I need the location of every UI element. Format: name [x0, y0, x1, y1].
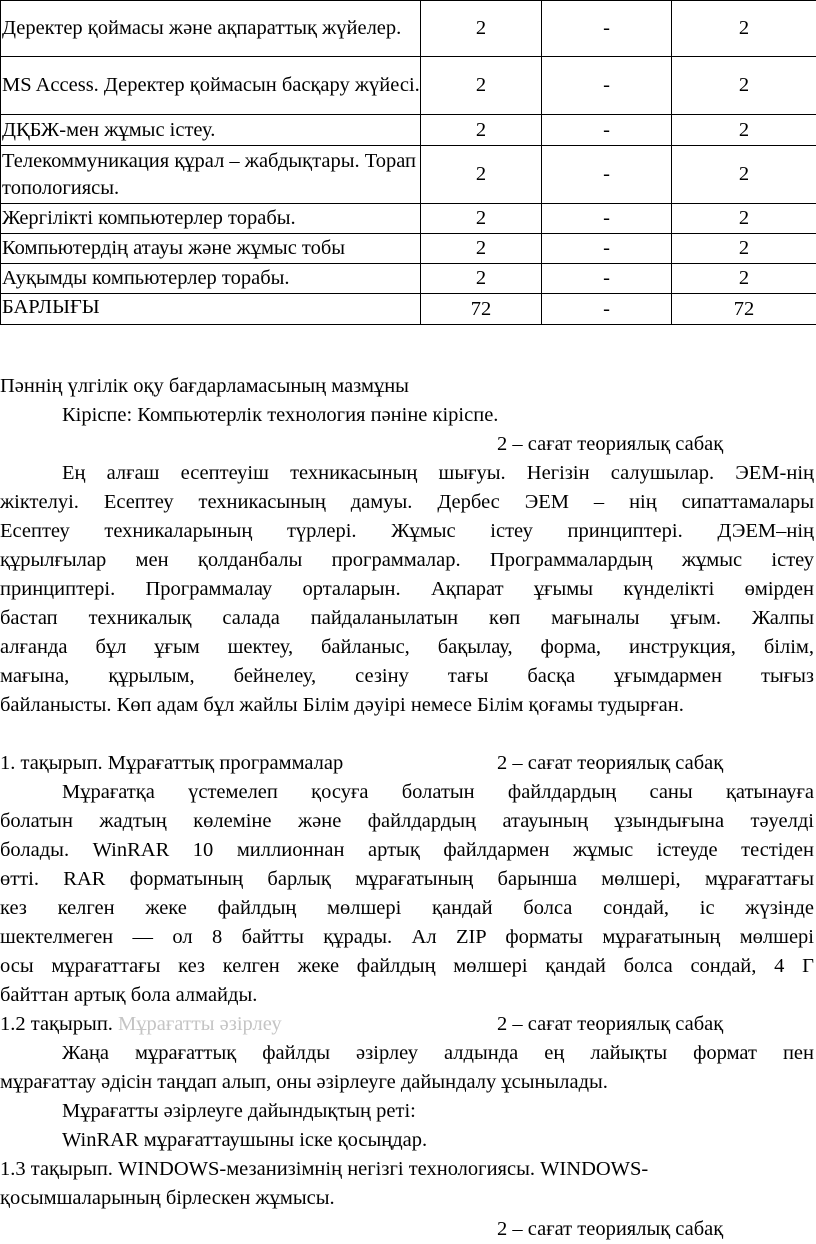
theory-hours-cell: 72 — [421, 294, 542, 325]
practice-hours-cell: - — [542, 204, 672, 234]
total-hours-cell: 2 — [672, 234, 816, 264]
paragraph-line: өтті. RAR форматының барлық мұрағатының барынша мөлшері, мұрағаттағы — [0, 865, 814, 894]
practice-hours-cell: - — [542, 115, 672, 146]
table-row — [1, 1, 816, 57]
topic-1-2-step: WinRAR мұрағаттаушыны іске қосыңдар. — [0, 1126, 814, 1155]
topic-cell: Компьютердің атауы және жұмыс тобы — [1, 234, 421, 264]
total-hours-cell: 2 — [672, 264, 816, 294]
theory-hours-cell: 2 — [421, 146, 542, 204]
topic-1-3-hours: 2 – сағат теориялық сабақ — [0, 1215, 814, 1244]
paragraph-line: болатын жадтың көлеміне және файлдардың атауының ұзындығына тәуелді — [0, 807, 814, 836]
topic-cell: Деректер қоймасы және ақпараттық жүйелер. — [1, 1, 421, 57]
topic-1-2-order: Мұрағатты әзірлеуге дайындықтың реті: — [0, 1097, 814, 1126]
topic-cell: Жергілікті компьютерлер торабы. — [1, 204, 421, 234]
topic-1-2-heading — [0, 1010, 814, 1039]
topic-cell: ДҚБЖ-мен жұмыс істеу. — [1, 115, 421, 146]
section-heading: Пәннің үлгілік оқу бағдарламасының мазмұны — [0, 372, 814, 401]
topic-1-2-paragraph — [0, 1039, 814, 1097]
intro-paragraph — [0, 459, 814, 720]
topic-1-paragraph — [0, 778, 814, 1010]
topic-1-2-hours: 2 – сағат теориялық сабақ — [497, 1013, 723, 1035]
paragraph-line: болады. WinRAR 10 миллионнан артық файлдармен жұмыс істеуде тестіден — [0, 836, 814, 865]
topic-1-title: 1. тақырып. Мұрағаттық программалар — [0, 749, 497, 778]
total-hours-cell: 2 — [672, 57, 816, 115]
paragraph-line: байттан артық бола алмайды. — [0, 981, 814, 1010]
topic-cell: MS Access. Деректер қоймасын басқару жүйесі. — [1, 57, 421, 115]
table-row — [1, 146, 816, 204]
topic-1-2-label: 1.2 тақырып. — [0, 1013, 118, 1035]
paragraph-line: Ең алғаш есептеуіш техникасының шығуы. Негізін салушылар. ЭЕМ-нің — [0, 459, 814, 488]
practice-hours-cell: - — [542, 294, 672, 325]
theory-hours-cell: 2 — [421, 57, 542, 115]
paragraph-line: шектелмеген — ол 8 байтты құрады. Ал ZIP форматы мұрағатының мөлшері — [0, 923, 814, 952]
paragraph-line: кез келген жеке файлдың мөлшері қандай болса сондай, іс жүзінде — [0, 894, 814, 923]
paragraph-line: қосымшаларының бірлескен жұмысы. — [0, 1184, 814, 1213]
syllabus-content — [0, 372, 814, 1244]
total-hours-cell: 2 — [672, 115, 816, 146]
paragraph-line: 1.3 тақырып. WINDOWS-мезанизімнің негізгі технологиясы. WINDOWS- — [0, 1155, 814, 1184]
paragraph-line: құрылғылар мен қолданбалы программалар. Программалардың жұмыс істеу — [0, 546, 814, 575]
table-total-row — [1, 294, 816, 325]
practice-hours-cell: - — [542, 234, 672, 264]
paragraph-line: мұрағаттау әдісін таңдап алып, оны әзірлеуге дайындалу ұсынылады. — [0, 1068, 814, 1097]
theory-hours-cell: 2 — [421, 264, 542, 294]
table-row — [1, 264, 816, 294]
paragraph-line: Жаңа мұрағаттық файлды әзірлеу алдында ең лайықты формат пен — [0, 1039, 814, 1068]
topic-1-hours: 2 – сағат теориялық сабақ — [497, 752, 723, 774]
total-label-cell: БАРЛЫҒЫ — [1, 294, 421, 325]
paragraph-line: мағына, құрылым, бейнелеу, сезіну тағы басқа ұғымдармен тығыз — [0, 662, 814, 691]
practice-hours-cell: - — [542, 264, 672, 294]
topic-cell: Телекоммуникация құрал – жабдықтары. Торап топологиясы. — [1, 146, 421, 204]
intro-title: Кіріспе: Компьютерлік технология пәніне кіріспе. — [0, 401, 814, 430]
practice-hours-cell: - — [542, 57, 672, 115]
paragraph-line: жіктелуі. Есептеу техникасының дамуы. Дербес ЭЕМ – нің сипаттамалары — [0, 488, 814, 517]
topic-1-3-heading — [0, 1155, 814, 1213]
topic-1-heading — [0, 749, 814, 778]
paragraph-line: бастап техникалық салада пайдаланылатын көп мағыналы ұғым. Жалпы — [0, 604, 814, 633]
topic-1-2-faded-title: Мұрағатты әзірлеу — [118, 1013, 282, 1035]
hours-table — [0, 0, 816, 325]
topic-cell: Ауқымды компьютерлер торабы. — [1, 264, 421, 294]
theory-hours-cell: 2 — [421, 1, 542, 57]
paragraph-line: Мұрағатқа үстемелеп қосуға болатын файлдардың саны қатынауға — [0, 778, 814, 807]
practice-hours-cell: - — [542, 1, 672, 57]
table-row — [1, 204, 816, 234]
table-row — [1, 234, 816, 264]
paragraph-line: байланысты. Көп адам бұл жайлы Білім дәуірі немесе Білім қоғамы тудырған. — [0, 691, 814, 720]
total-hours-cell: 72 — [672, 294, 816, 325]
total-hours-cell: 2 — [672, 1, 816, 57]
paragraph-line: осы мұрағаттағы кез келген жеке файлдың мөлшері қандай болса сондай, 4 Г — [0, 952, 814, 981]
table-row — [1, 115, 816, 146]
paragraph-line: алғанда бұл ұғым шектеу, байланыс, бақылау, форма, инструкция, білім, — [0, 633, 814, 662]
theory-hours-cell: 2 — [421, 234, 542, 264]
total-hours-cell: 2 — [672, 204, 816, 234]
paragraph-line: принциптері. Программалау орталарын. Ақпарат ұғымы күнделікті өмірден — [0, 575, 814, 604]
table-row — [1, 57, 816, 115]
theory-hours-cell: 2 — [421, 115, 542, 146]
theory-hours-cell: 2 — [421, 204, 542, 234]
practice-hours-cell: - — [542, 146, 672, 204]
paragraph-line: Есептеу техникаларының түрлері. Жұмыс істеу принциптері. ДЭЕМ–нің — [0, 517, 814, 546]
intro-hours: 2 – сағат теориялық сабақ — [0, 430, 814, 459]
total-hours-cell: 2 — [672, 146, 816, 204]
